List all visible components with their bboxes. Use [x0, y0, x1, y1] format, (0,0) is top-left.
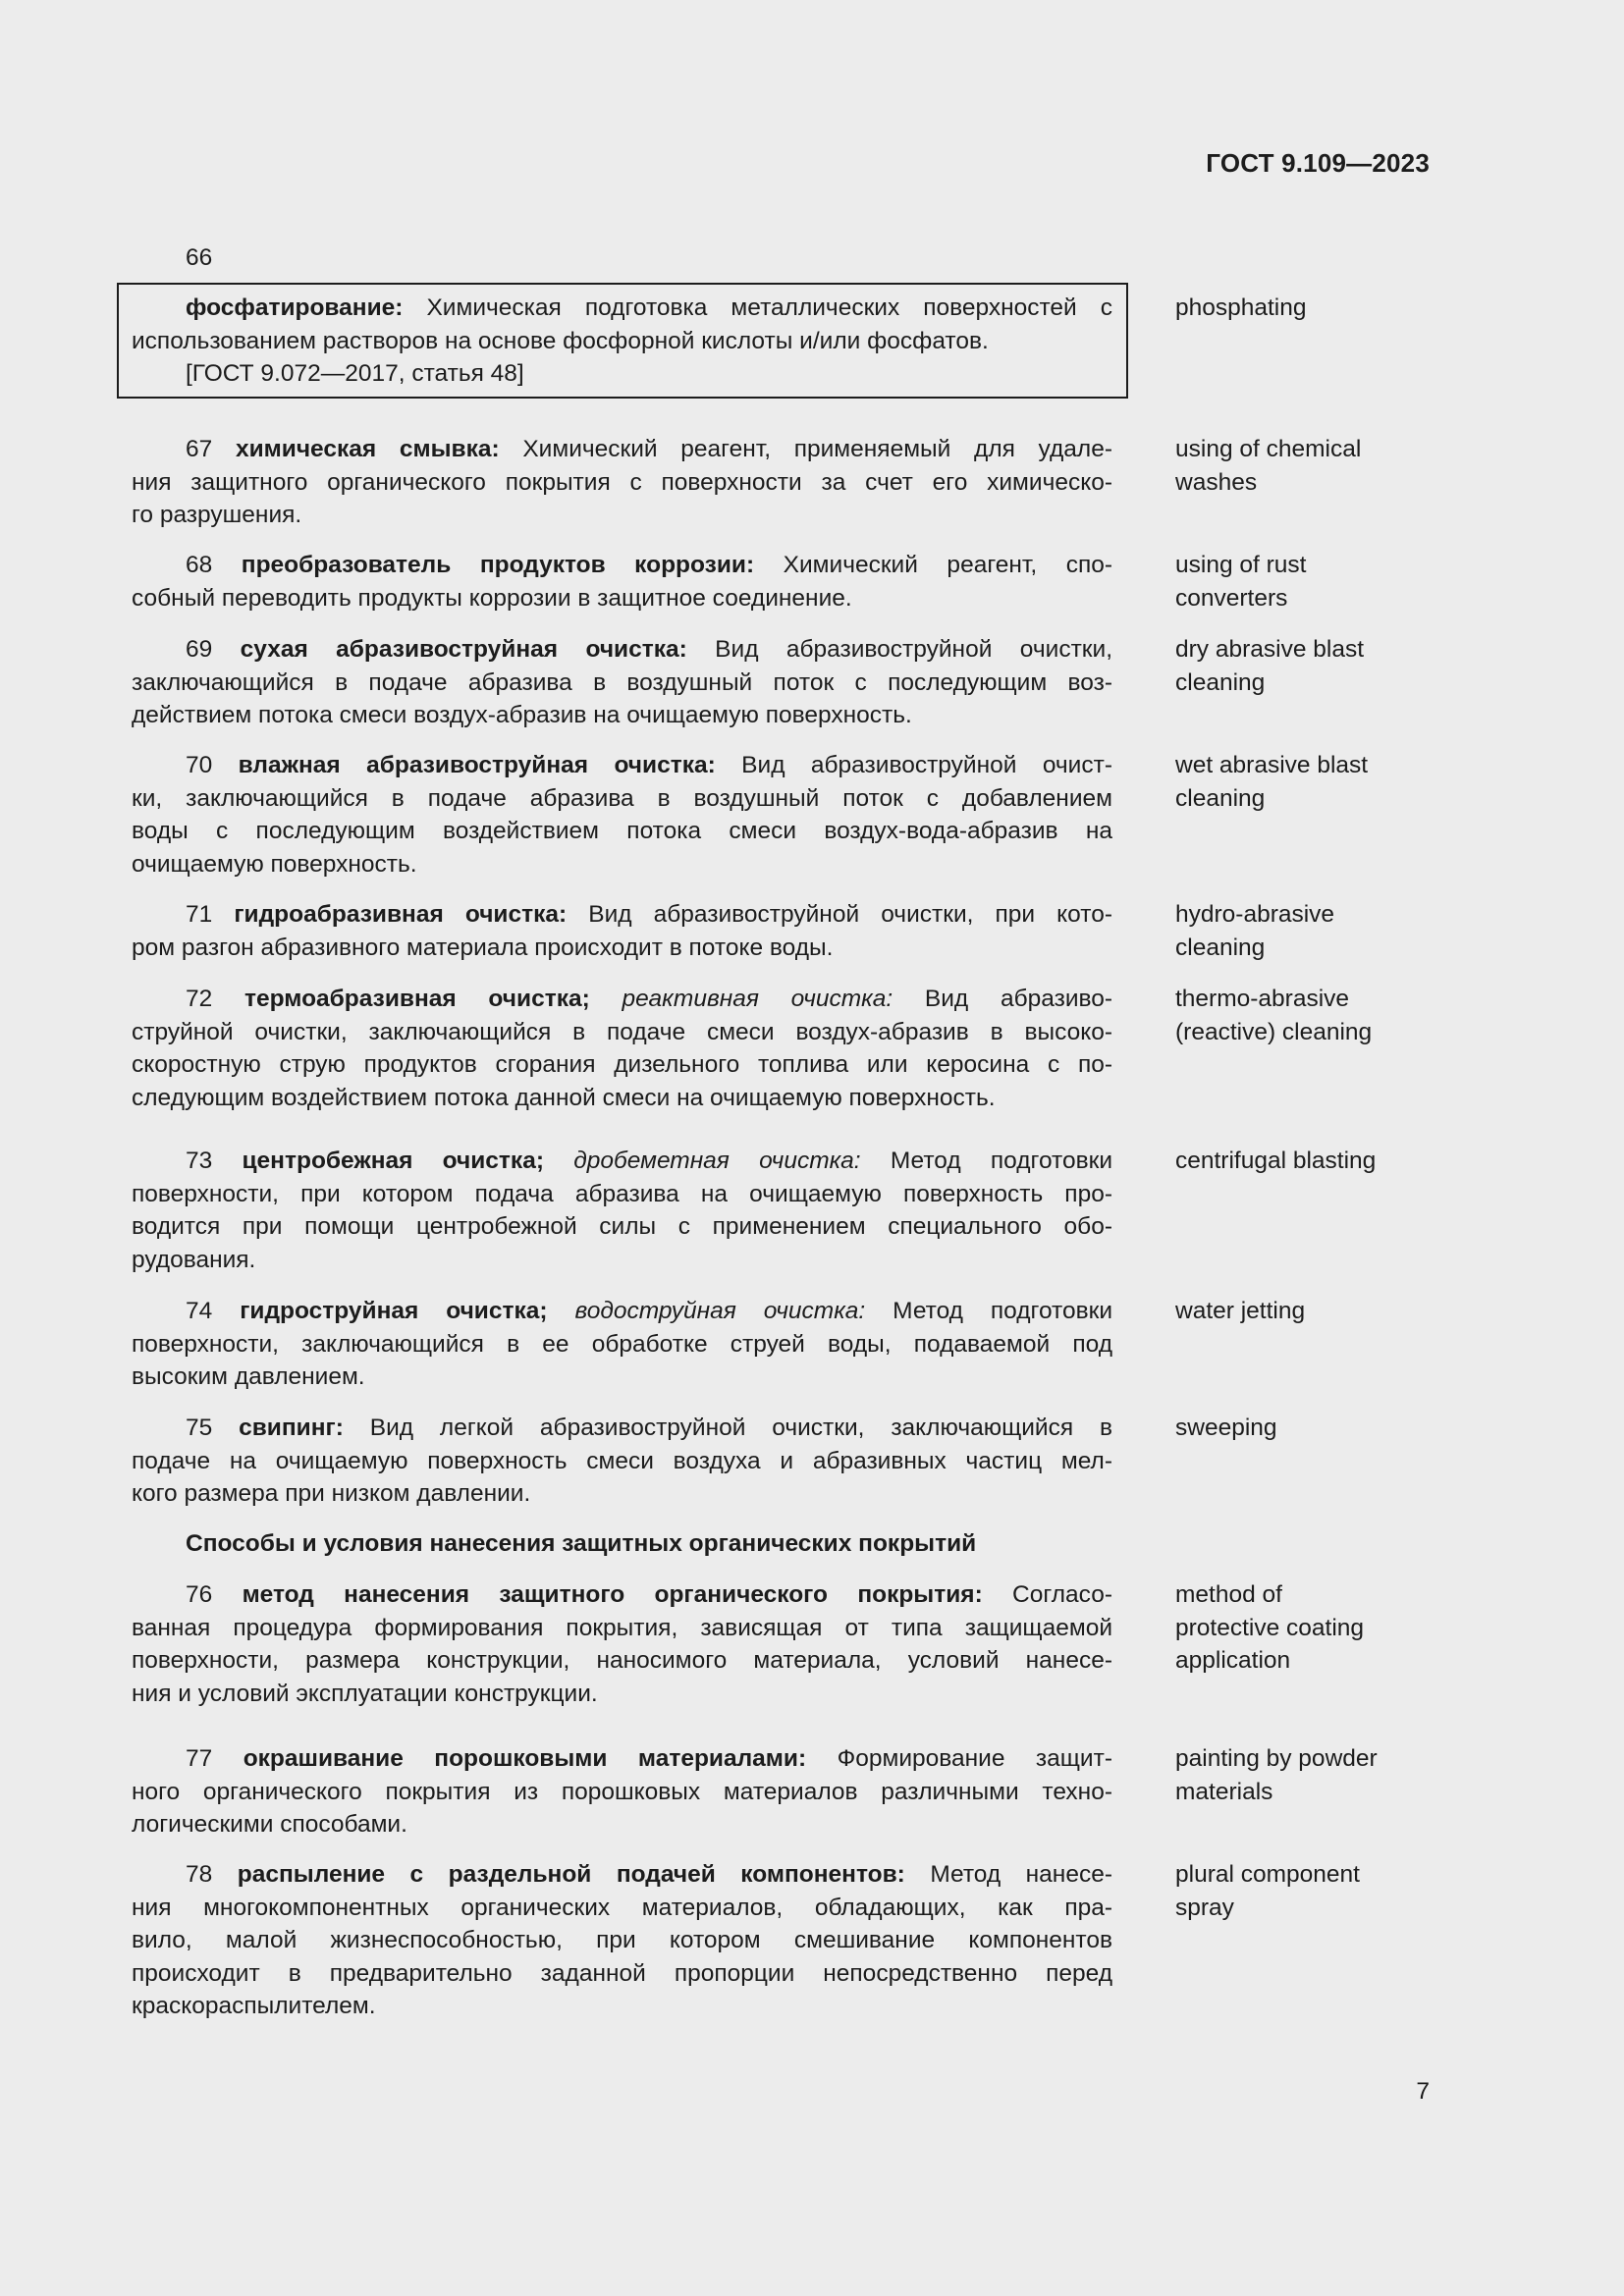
term-name: гидроструйная очистка;	[240, 1298, 548, 1324]
term-line: логическими способами.	[132, 1811, 407, 1838]
term-number: 77	[186, 1745, 213, 1772]
english-equivalent-75: sweeping	[1175, 1415, 1277, 1441]
term-entry-67	[132, 433, 1112, 532]
term-name: метод нанесения защитного органического покрытия:	[242, 1581, 983, 1608]
term-number: 69	[186, 636, 213, 663]
english-equivalent-76: method of protective coating application	[1175, 1581, 1365, 1674]
term-source: [ГОСТ 9.072—2017, статья 48]	[186, 360, 524, 387]
section-title: Способы и условия нанесения защитных органических покрытий	[186, 1530, 977, 1557]
term-line: 70 влажная абразивоструйная очистка: Вид абразивоструйной очист-	[186, 752, 1112, 778]
term-entry-68	[132, 549, 1112, 614]
term-entry-69	[132, 633, 1112, 732]
term-entry-71	[132, 898, 1112, 964]
term-line: поверхности, заключающийся в ее обработке струей воды, подаваемой под	[132, 1330, 1112, 1358]
page-number: 7	[1416, 2078, 1430, 2105]
term-name: распыление с раздельной подачей компонентов:	[237, 1861, 905, 1888]
term-line: 73 центробежная очистка; дробеметная очистка: Метод подготовки	[186, 1148, 1113, 1174]
term-synonym: дробеметная очистка:	[573, 1148, 861, 1174]
term-line: 71 гидроабразивная очистка: Вид абразивоструйной очистки, при кото-	[186, 901, 1112, 928]
term-number-66: 66	[186, 244, 213, 271]
term-line: ки, заключающийся в подаче абразива в воздушный поток с добавлением	[132, 784, 1112, 812]
term-number: 70	[186, 752, 213, 778]
term-line: скоростную струю продуктов сгорания дизельного топлива или керосина с по-	[132, 1051, 1112, 1078]
term-line: ния защитного органического покрытия с поверхности за счет его химическо-	[132, 468, 1112, 496]
term-name: окрашивание порошковыми материалами:	[243, 1745, 807, 1772]
english-equivalent-70: wet abrasive blast cleaning	[1175, 752, 1369, 812]
document-code: ГОСТ 9.109—2023	[1206, 148, 1430, 178]
term-name: свипинг:	[239, 1415, 344, 1441]
term-line: струйной очистки, заключающийся в подаче смеси воздух-абразив в высоко-	[132, 1018, 1112, 1045]
term-entry-73	[132, 1145, 1112, 1276]
term-line: ния многокомпонентных органических материалов, обладающих, как пра-	[132, 1894, 1112, 1921]
term-entry-76	[132, 1578, 1112, 1710]
term-entry-77	[132, 1742, 1112, 1842]
term-line: го разрушения.	[132, 502, 302, 528]
term-synonym: водоструйная очистка:	[574, 1298, 866, 1324]
term-line: 67 химическая смывка: Химический реагент, применяемый для удале-	[186, 436, 1112, 462]
term-line: рудования.	[132, 1246, 256, 1273]
term-name: сухая абразивоструйная очистка:	[240, 636, 687, 663]
term-line: 78 распыление с раздельной подачей компонентов: Метод нанесе-	[186, 1861, 1112, 1888]
term-line: ром разгон абразивного материала происходит в потоке воды.	[132, 934, 834, 961]
term-name: центробежная очистка;	[242, 1148, 544, 1174]
english-equivalent-78: plural component spray	[1175, 1861, 1360, 1921]
term-name: термоабразивная очистка;	[244, 986, 590, 1012]
term-line: воды с последующим воздействием потока смеси воздух-вода-абразив на	[132, 818, 1112, 844]
term-number: 68	[186, 552, 213, 578]
term-entry-75	[132, 1412, 1112, 1511]
english-equivalent-67: using of chemical washes	[1175, 436, 1362, 496]
english-equivalent-74: water jetting	[1175, 1298, 1306, 1324]
term-name: преобразователь продуктов коррозии:	[241, 552, 755, 578]
term-entry-78	[132, 1858, 1112, 2023]
term-line: 72 термоабразивная очистка; реактивная очистка: Вид абразиво-	[186, 986, 1113, 1012]
term-line: собный переводить продукты коррозии в защитное соединение.	[132, 584, 852, 612]
term-line: поверхности, размера конструкции, наносимого материала, условий нанесе-	[132, 1647, 1112, 1674]
english-equivalent-73: centrifugal blasting	[1175, 1148, 1377, 1174]
term-number: 74	[186, 1298, 213, 1324]
term-line: ного органического покрытия из порошковых материалов различными техно-	[132, 1778, 1112, 1805]
term-entry-74	[132, 1295, 1112, 1394]
term-line: ния и условий эксплуатации конструкции.	[132, 1680, 598, 1707]
term-name: гидроабразивная очистка:	[234, 901, 568, 928]
term-line: 75 свипинг: Вид легкой абразивоструйной очистки, заключающийся в	[186, 1415, 1112, 1441]
english-equivalent-77: painting by powder materials	[1175, 1745, 1378, 1805]
term-line: очищаемую поверхность.	[132, 850, 417, 878]
term-line: 68 преобразователь продуктов коррозии: Химический реагент, спо-	[186, 552, 1112, 578]
term-synonym: реактивная очистка:	[622, 986, 893, 1012]
term-line: происходит в предварительно заданной пропорции непосредственно перед	[132, 1959, 1112, 1987]
english-equivalent-72: thermo-abrasive (reactive) cleaning	[1175, 986, 1373, 1045]
term-line: следующим воздействием потока данной смеси на очищаемую поверхность.	[132, 1084, 996, 1111]
term-line: кого размера при низком давлении.	[132, 1480, 531, 1507]
term-line: 69 сухая абразивоструйная очистка: Вид абразивоструйной очистки,	[186, 636, 1112, 663]
term-line: 74 гидроструйная очистка; водоструйная очистка: Метод подготовки	[186, 1298, 1113, 1324]
term-line: действием потока смеси воздух-абразив на очищаемую поверхность.	[132, 702, 912, 728]
term-line: высоким давлением.	[132, 1363, 365, 1390]
english-equivalent-66: phosphating	[1175, 294, 1307, 321]
term-number: 71	[186, 901, 213, 928]
term-number: 78	[186, 1861, 213, 1888]
term-definition: Химическая подготовка металлических поверхностей с использованием растворов на основе фосфорной кислоты и/или фосфатов.	[132, 294, 1112, 354]
term-entry-70	[132, 749, 1112, 881]
term-name: фосфатирование:	[186, 294, 404, 321]
term-line: 76 метод нанесения защитного органического покрытия: Согласо-	[186, 1581, 1112, 1608]
term-number: 75	[186, 1415, 213, 1441]
term-number: 72	[186, 986, 213, 1012]
term-line: подаче на очищаемую поверхность смеси воздуха и абразивных частиц мел-	[132, 1447, 1112, 1474]
boxed-term	[132, 292, 1112, 391]
term-line: заключающийся в подаче абразива в воздушный поток с последующим воз-	[132, 668, 1112, 696]
english-equivalent-68: using of rust converters	[1175, 552, 1307, 612]
term-line: поверхности, при котором подача абразива на очищаемую поверхность про-	[132, 1180, 1112, 1207]
term-number: 67	[186, 436, 213, 462]
english-equivalent-71: hydro-abrasive cleaning	[1175, 901, 1335, 961]
term-line: краскораспылителем.	[132, 1993, 376, 2019]
term-number: 73	[186, 1148, 213, 1174]
term-number: 76	[186, 1581, 213, 1608]
term-name: влажная абразивоструйная очистка:	[238, 752, 716, 778]
term-name: химическая смывка:	[235, 436, 500, 462]
english-equivalent-69: dry abrasive blast cleaning	[1175, 636, 1365, 696]
term-line: 77 окрашивание порошковыми материалами: Формирование защит-	[186, 1745, 1112, 1772]
term-entry-72	[132, 983, 1112, 1114]
term-line: вило, малой жизнеспособностью, при котором смешивание компонентов	[132, 1927, 1112, 1953]
term-line: водится при помощи центробежной силы с применением специального обо-	[132, 1213, 1112, 1240]
term-line: ванная процедура формирования покрытия, зависящая от типа защищаемой	[132, 1614, 1112, 1641]
